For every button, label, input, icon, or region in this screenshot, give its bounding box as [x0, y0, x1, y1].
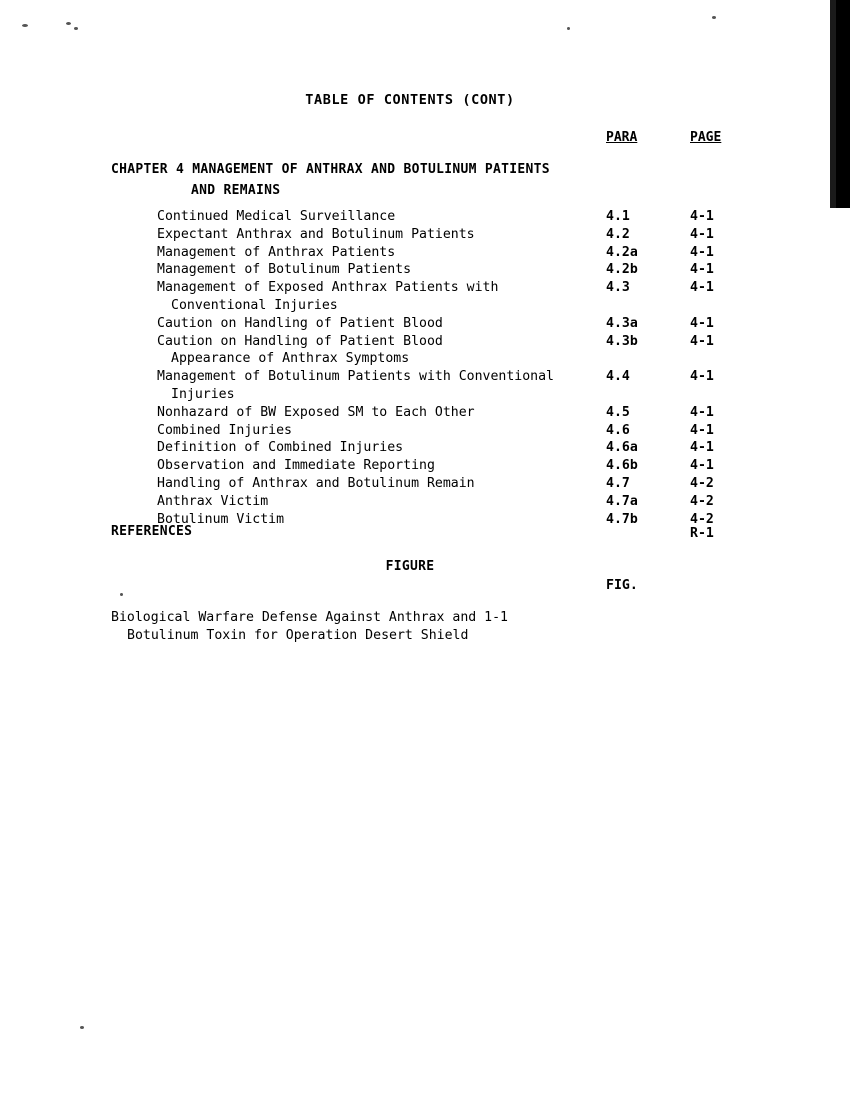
scan-speck	[712, 16, 716, 19]
toc-entry-page: 4-2	[690, 475, 850, 1107]
toc-entry-title: Nonhazard of BW Exposed SM to Each Other	[157, 404, 475, 420]
column-header-para: PARA	[606, 130, 638, 145]
toc-entry-para: 4.3a	[606, 315, 638, 331]
toc-entry-page: 4-1	[690, 226, 850, 1107]
toc-entry-page: 4-1	[690, 368, 850, 1107]
toc-entry-page: 4-1	[690, 208, 850, 1107]
toc-entry-para: 4.3	[606, 280, 630, 296]
toc-entry-title: Caution on Handling of Patient Blood Appearance of Anthrax Symptoms	[157, 333, 443, 367]
toc-entry	[0, 493, 820, 511]
toc-entry-title: Continued Medical Surveillance	[157, 209, 396, 224]
toc-entry-list	[0, 208, 820, 528]
toc-entry	[0, 457, 820, 475]
toc-entry-title: Handling of Anthrax and Botulinum Remain	[157, 475, 475, 491]
toc-entry	[0, 422, 820, 440]
toc-entry	[0, 404, 820, 422]
toc-entry-para: 4.7	[606, 475, 630, 491]
toc-entry-title-continued: Injuries	[171, 386, 235, 402]
toc-entry-title: Botulinum Victim	[157, 511, 285, 527]
toc-entry-para: 4.2	[606, 226, 630, 242]
scan-speck	[22, 24, 28, 27]
toc-entry-para: 4.2b	[606, 262, 638, 278]
toc-entry	[0, 439, 820, 457]
figure-entry-line2: Botulinum Toxin for Operation Desert Shield	[127, 627, 469, 643]
chapter-heading-line2: AND REMAINS	[191, 183, 281, 198]
figure-entry	[111, 609, 508, 645]
toc-entry-page: 4-1	[690, 333, 850, 1107]
toc-entry-title: Management of Exposed Anthrax Patients with Conventional Injuries	[157, 280, 499, 313]
toc-entry-title: Management of Botulinum Patients	[157, 262, 412, 278]
toc-entry	[0, 261, 820, 279]
toc-entry-page: 4-1	[690, 439, 850, 1107]
toc-entry-page: 4-1	[690, 244, 850, 1107]
toc-entry-para: 4.7a	[606, 493, 638, 509]
toc-entry-para: 4.4	[606, 369, 630, 385]
scan-speck	[120, 593, 123, 596]
toc-entry-title: Expectant Anthrax and Botulinum Patients	[157, 226, 475, 242]
toc-entry-para: 4.6a	[606, 440, 638, 456]
toc-entry-para: 4.6	[606, 422, 630, 438]
toc-entry-title: Management of Anthrax Patients	[157, 244, 396, 260]
chapter-heading	[111, 159, 550, 201]
scan-speck	[74, 27, 78, 30]
references-page-number: R-1	[690, 526, 714, 541]
references-label: REFERENCES	[111, 524, 193, 539]
toc-entry	[0, 368, 820, 404]
column-header-page: PAGE	[690, 130, 722, 145]
figure-section-heading: FIGURE	[385, 559, 435, 574]
scan-speck	[80, 1026, 84, 1029]
scan-speck	[567, 27, 570, 30]
toc-entry-para: 4.7b	[606, 511, 638, 527]
scan-speck	[66, 22, 71, 25]
toc-entry-para: 4.2a	[606, 244, 638, 260]
toc-entry-page: 4-1	[690, 457, 850, 1107]
toc-entry	[0, 226, 820, 244]
toc-entry-para: 4.5	[606, 404, 630, 420]
toc-entry	[0, 315, 820, 333]
toc-entry-para: 4.1	[606, 209, 630, 224]
toc-entry	[0, 475, 820, 493]
toc-entry-title: Observation and Immediate Reporting	[157, 458, 435, 474]
chapter-heading-line1: CHAPTER 4 MANAGEMENT OF ANTHRAX AND BOTULINUM PATIENTS	[111, 162, 550, 177]
toc-entry-title-continued: Appearance of Anthrax Symptoms	[171, 351, 410, 367]
toc-entry-title: Combined Injuries	[157, 422, 292, 438]
toc-entry-page: 4-1	[690, 261, 850, 1107]
toc-entry-page: 4-1	[690, 404, 850, 1107]
toc-entry-page: 4-1	[690, 422, 850, 1107]
toc-entry	[0, 244, 820, 262]
toc-entry-para: 4.6b	[606, 458, 638, 474]
toc-entry-title: Anthrax Victim	[157, 493, 269, 509]
page-title: TABLE OF CONTENTS (CONT)	[305, 92, 515, 108]
toc-entry-title: Definition of Combined Injuries	[157, 440, 404, 456]
figure-entry-line1: Biological Warfare Defense Against Anthrax and 1-1	[111, 610, 508, 625]
toc-entry	[0, 208, 820, 226]
figure-column-header: FIG.	[606, 578, 638, 593]
toc-entry-para: 4.3b	[606, 333, 638, 349]
toc-entry-title: Management of Botulinum Patients with Conventional Injuries	[157, 369, 554, 402]
toc-entry	[0, 279, 820, 315]
toc-entry-page: 4-2	[690, 511, 850, 1107]
toc-entry-title-continued: Conventional Injuries	[171, 297, 338, 313]
toc-entry	[0, 333, 820, 369]
toc-entry-page: 4-1	[690, 279, 850, 1107]
toc-entry-title: Caution on Handling of Patient Blood	[157, 315, 443, 331]
toc-entry-page: 4-2	[690, 493, 850, 1107]
toc-entry-page: 4-1	[690, 315, 850, 1107]
